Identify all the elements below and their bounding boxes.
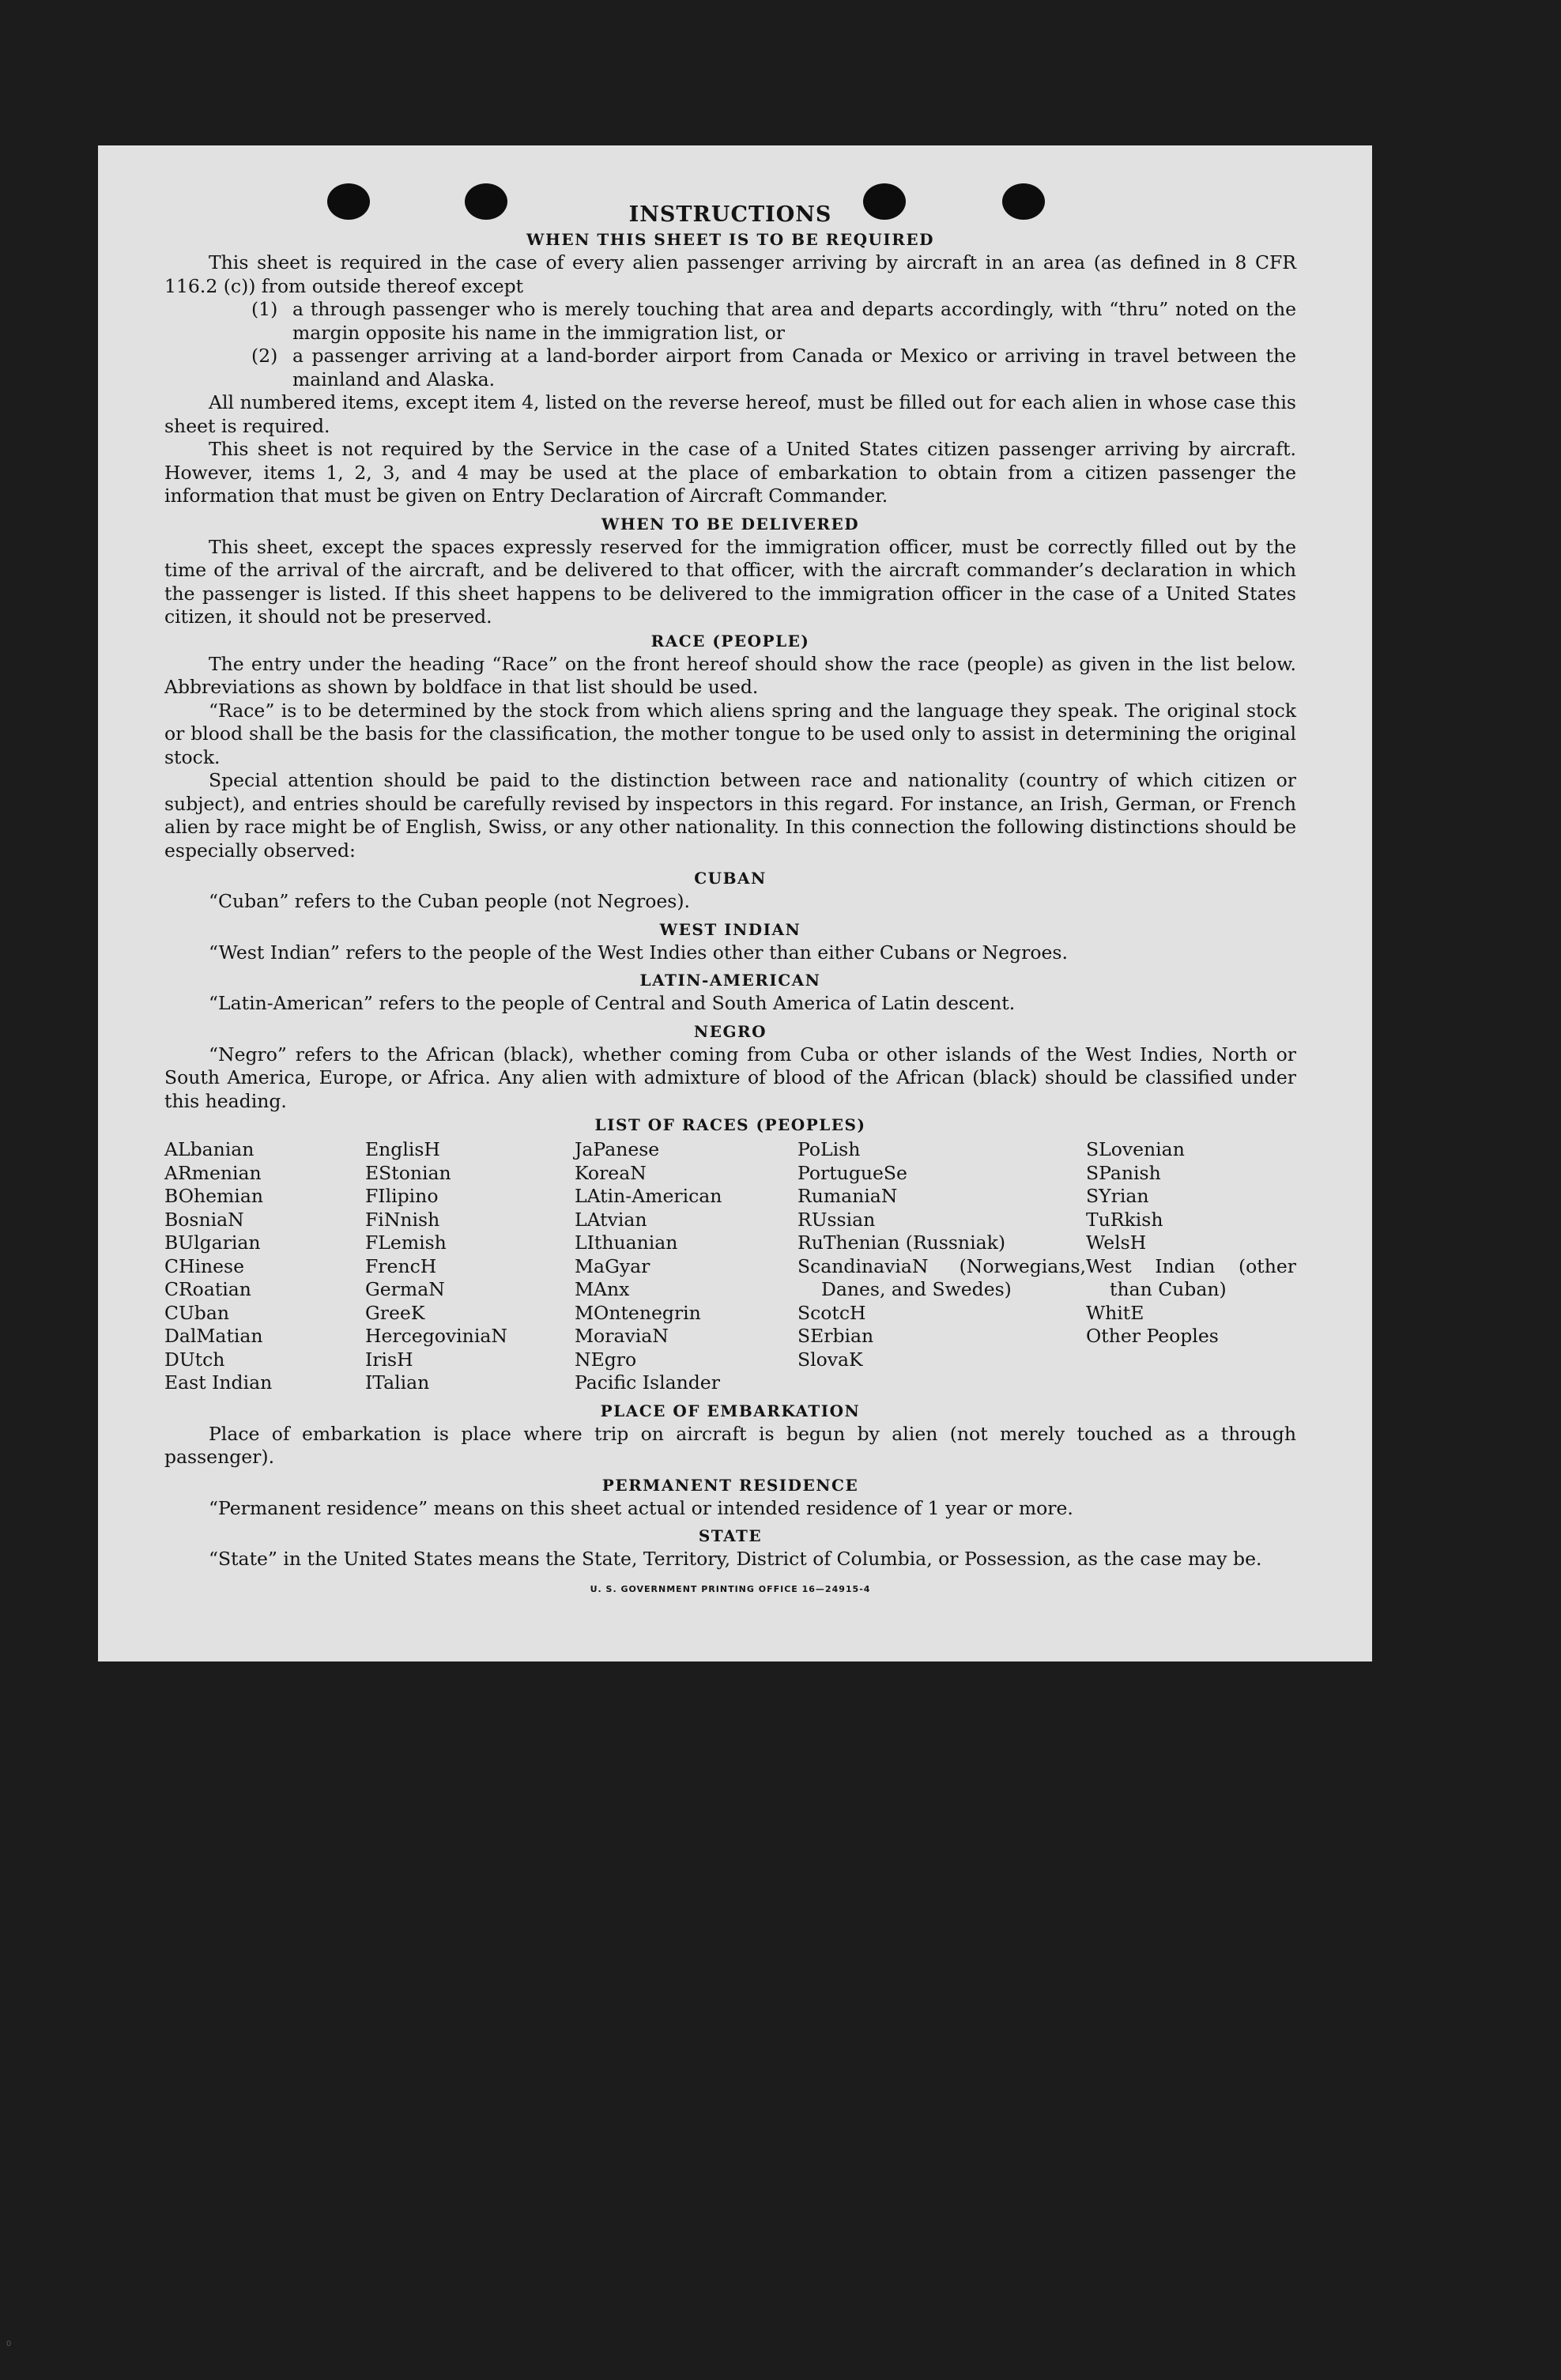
race-entry: GermaN	[365, 1278, 445, 1300]
race-entry: East Indian	[164, 1371, 273, 1394]
race-entry: EnglisH	[365, 1138, 440, 1160]
race-entry: NEgro	[575, 1348, 637, 1371]
races-column	[575, 1138, 797, 1395]
paragraph: “Negro” refers to the African (black), whether coming from Cuba or other islands of the West Indies, North or South America, Europe, or Africa. Any alien with admixture of blood of the African (black) should be classified under this heading.	[164, 1043, 1296, 1112]
section-heading-race: RACE (PEOPLE)	[650, 631, 810, 651]
section-heading-latin-american: LATIN-AMERICAN	[639, 971, 821, 990]
punch-hole	[863, 183, 906, 220]
section-heading-embarkation: PLACE OF EMBARKATION	[600, 1401, 861, 1420]
punch-hole	[1002, 183, 1045, 220]
race-entry: WhitE	[1086, 1301, 1144, 1324]
race-entry: ScotcH	[797, 1301, 866, 1324]
section-heading-state: STATE	[698, 1526, 763, 1545]
race-entry: IrisH	[365, 1348, 413, 1371]
race-entry: RUssian	[797, 1208, 876, 1231]
race-entry: ARmenian	[164, 1161, 262, 1184]
race-entry: PortugueSe	[797, 1161, 907, 1184]
paragraph: “Cuban” refers to the Cuban people (not Negroes).	[209, 890, 691, 912]
race-entry: DUtch	[164, 1348, 225, 1371]
printer-imprint: U. S. GOVERNMENT PRINTING OFFICE 16—24915-4	[590, 1583, 871, 1594]
race-entry: WelsH	[1086, 1231, 1147, 1254]
paragraph: “Latin-American” refers to the people of Central and South America of Latin descent.	[209, 992, 1016, 1014]
race-entry: BUlgarian	[164, 1231, 261, 1254]
paragraph: This sheet, except the spaces expressly reserved for the immigration officer, must be correctly filled out by the time of the arrival of the aircraft, and be delivered to that officer, with the aircraft commander’s declaration in which the passenger is listed. If this sheet happens to be delivered to the immigration officer in the case of a United States citizen, it should not be preserved.	[164, 535, 1296, 628]
paragraph: “State” in the United States means the State, Territory, District of Columbia, or Possession, as the case may be.	[209, 1548, 1262, 1570]
race-entry: FrencH	[365, 1254, 437, 1277]
race-entry: JaPanese	[575, 1138, 660, 1160]
section-heading-residence: PERMANENT RESIDENCE	[601, 1475, 859, 1495]
race-entry: CUban	[164, 1301, 229, 1324]
paragraph: This sheet is not required by the Service in the case of a United States citizen passenger arriving by aircraft. However, items 1, 2, 3, and 4 may be used at the place of embarkation to obtain from a citizen passenger the information that must be given on Entry Declaration of Aircraft Commander.	[164, 438, 1296, 507]
race-entry: ALbanian	[164, 1138, 255, 1160]
race-entry: SlovaK	[797, 1348, 863, 1371]
race-entry: Pacific Islander	[575, 1371, 720, 1394]
race-entry: KoreaN	[575, 1161, 647, 1184]
document-sheet	[98, 145, 1372, 1661]
paragraph: The entry under the heading “Race” on the front hereof should show the race (people) as given in the list below. Abbreviations as shown by boldface in that list should be used.	[164, 652, 1296, 698]
section-heading-negro: NEGRO	[693, 1021, 767, 1041]
paragraph: This sheet is required in the case of every alien passenger arriving by aircraft in an area (as defined in 8 CFR 116.2 (c)) from outside thereof except	[164, 251, 1296, 297]
race-entry: MAnx	[575, 1278, 630, 1300]
race-entry: MoraviaN	[575, 1325, 669, 1347]
list-item: (1) a through passenger who is merely touching that area and departs accordingly, with “thru” noted on the margin opposite his name in the immigration list, or	[251, 298, 1296, 344]
race-entry: BosniaN	[164, 1208, 244, 1231]
paragraph: “Race” is to be determined by the stock from which aliens spring and the language they speak. The original stock or blood shall be the basis for the classification, the mother tongue to be used only to assist in determining the original stock.	[164, 699, 1296, 768]
race-entry: RumaniaN	[797, 1185, 898, 1207]
section-heading-west-indian: WEST INDIAN	[659, 919, 801, 939]
race-entry: FIlipino	[365, 1185, 439, 1207]
page-title: INSTRUCTIONS	[628, 202, 832, 227]
race-entry: BOhemian	[164, 1185, 263, 1207]
race-entry: CRoatian	[164, 1278, 251, 1300]
race-entry: SYrian	[1086, 1185, 1149, 1207]
race-entry: TuRkish	[1086, 1208, 1163, 1231]
section-heading-delivered: WHEN TO BE DELIVERED	[601, 514, 860, 534]
race-entry: ScandinaviaN (Norwegians, Danes, and Swedes)	[797, 1254, 1086, 1300]
race-entry: MaGyar	[575, 1254, 650, 1277]
race-entry: CHinese	[164, 1254, 244, 1277]
paragraph: All numbered items, except item 4, listed on the reverse hereof, must be filled out for each alien in whose case this sheet is required.	[164, 391, 1296, 437]
section-heading-cuban: CUBAN	[694, 869, 767, 888]
race-entry: MOntenegrin	[575, 1301, 701, 1324]
race-entry: LAtvian	[575, 1208, 647, 1231]
race-entry: RuThenian (Russniak)	[797, 1231, 1005, 1254]
race-entry: FLemish	[365, 1231, 447, 1254]
list-item: (2) a passenger arriving at a land-border airport from Canada or Mexico or arriving in travel between the mainland and Alaska.	[251, 345, 1296, 390]
races-list	[164, 1138, 1296, 1395]
section-heading-races-list: LIST OF RACES (PEOPLES)	[594, 1115, 866, 1134]
race-entry: DalMatian	[164, 1325, 263, 1347]
race-entry: SPanish	[1086, 1161, 1161, 1184]
race-entry: LIthuanian	[575, 1231, 678, 1254]
paragraph: “Permanent residence” means on this sheet actual or intended residence of 1 year or more.	[209, 1496, 1073, 1519]
race-entry: EStonian	[365, 1161, 451, 1184]
race-entry: HercegoviniaN	[365, 1325, 507, 1347]
race-entry: ITalian	[365, 1371, 430, 1394]
punch-hole	[327, 183, 370, 220]
race-entry: SErbian	[797, 1325, 874, 1347]
paragraph: “West Indian” refers to the people of the West Indies other than either Cubans or Negroes.	[209, 941, 1068, 964]
instructions-content	[164, 202, 1296, 1601]
race-entry: West Indian (other than Cuban)	[1086, 1254, 1296, 1300]
race-entry: Other Peoples	[1086, 1325, 1219, 1347]
edge-marker: 0	[6, 2340, 12, 2348]
race-entry: SLovenian	[1086, 1138, 1185, 1160]
races-column	[365, 1138, 575, 1395]
race-entry: PoLish	[797, 1138, 861, 1160]
races-column	[164, 1138, 365, 1395]
section-heading-required: WHEN THIS SHEET IS TO BE REQUIRED	[526, 230, 934, 249]
races-column	[797, 1138, 1086, 1395]
races-column	[1086, 1138, 1296, 1395]
paragraph: Place of embarkation is place where trip on aircraft is begun by alien (not merely touched as a through passenger).	[164, 1422, 1296, 1468]
punch-hole	[465, 183, 507, 220]
race-entry: GreeK	[365, 1301, 425, 1324]
race-entry: FiNnish	[365, 1208, 440, 1231]
paragraph: Special attention should be paid to the distinction between race and nationality (country of which citizen or subject), and entries should be carefully revised by inspectors in this regard. For instance, an Irish, German, or French alien by race might be of English, Swiss, or any other nationality. In this connection the following distinctions should be especially observed:	[164, 769, 1296, 862]
race-entry: LAtin-American	[575, 1185, 722, 1207]
